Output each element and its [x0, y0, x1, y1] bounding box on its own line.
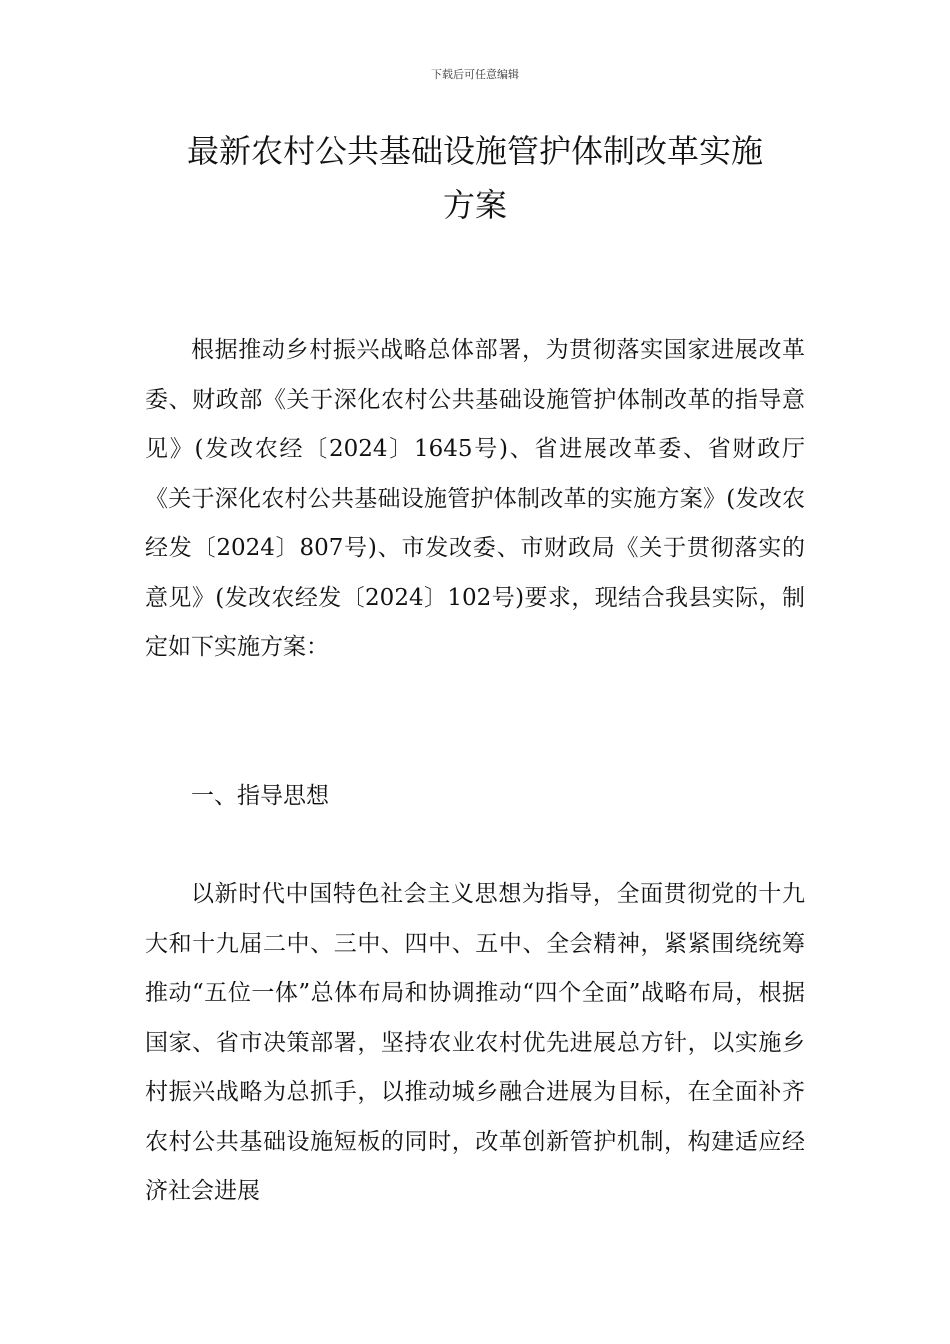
title-line-2: 方案	[442, 186, 507, 224]
section-heading-guiding-ideology: 一、指导思想	[191, 783, 329, 809]
document-title	[145, 124, 805, 232]
body-paragraph: 以新时代中国特色社会主义思想为指导，全面贯彻党的十九大和十九届二中、三中、四中、五中、全会精神，紧紧围绕统筹推动“五位一体”总体布局和协调推动“四个全面”战略布局，根据国家、省市决策部署，坚持农业农村优先进展总方针，以实施乡村振兴战略为总抓手，以推动城乡融合进展为目标，在全面补齐农村公共基础设施短板的同时，改革创新管护机制，构建适应经济社会进展	[145, 881, 805, 1204]
title-line-1: 最新农村公共基础设施管护体制改革实施	[186, 132, 763, 170]
intro-paragraph: 根据推动乡村振兴战略总体部署，为贯彻落实国家进展改革委、财政部《关于深化农村公共基础设施管护体制改革的指导意见》(发改农经〔2024〕1645号)、省进展改革委、省财政厅《关于深化农村公共基础设施管护体制改革的实施方案》(发改农经发〔2024〕807号)、市发改委、市财政局《关于贯彻落实的意见》(发改农经发〔2024〕102号)要求，现结合我县实际，制定如下实施方案：	[145, 337, 805, 660]
header-note: 下载后可任意编辑	[431, 68, 519, 81]
